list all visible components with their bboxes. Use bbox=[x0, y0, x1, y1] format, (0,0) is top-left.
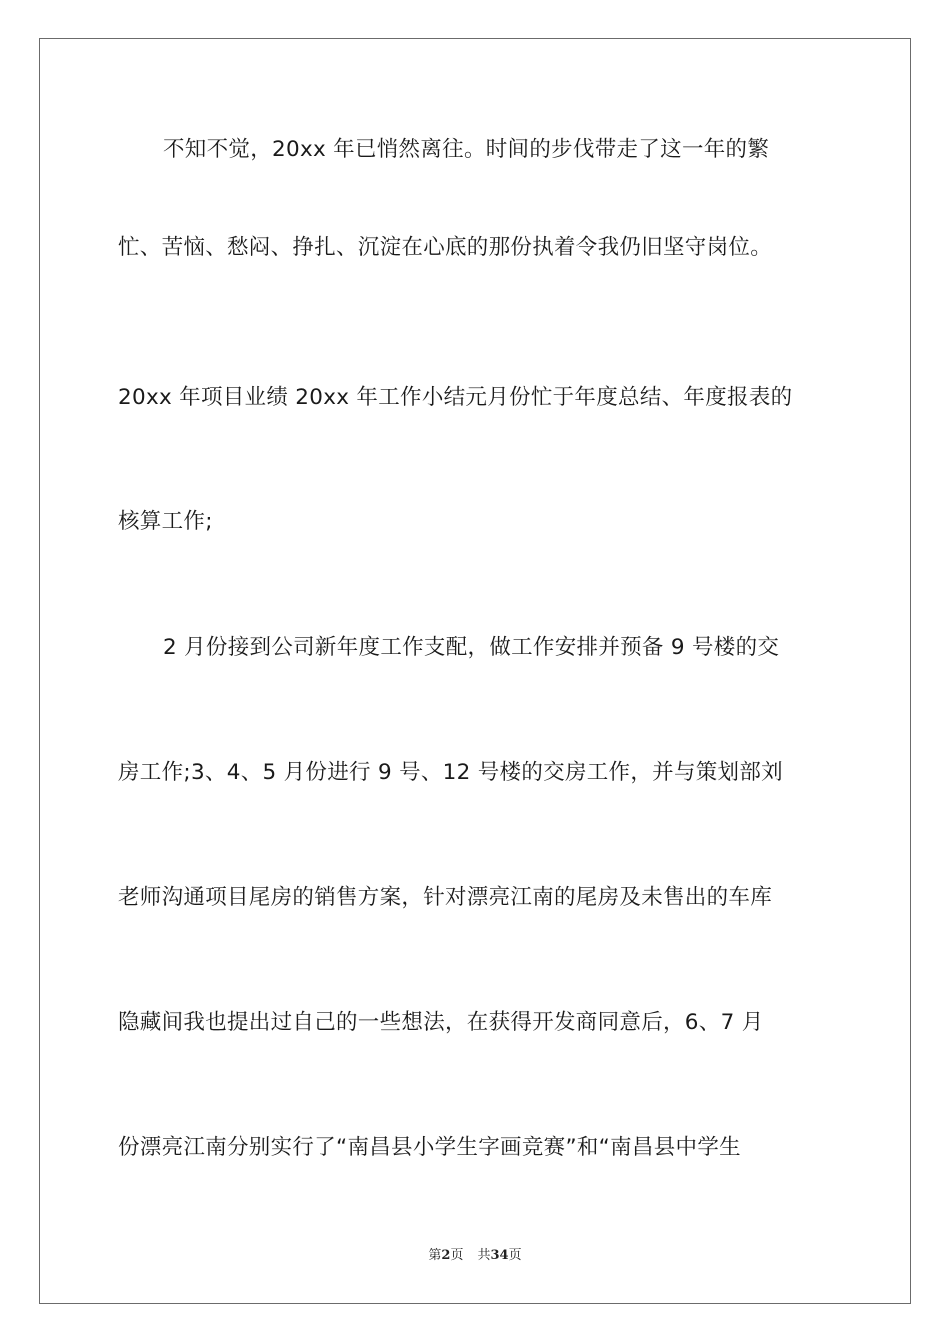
paragraph-line-6: 房工作;3、4、5 月份进行 9 号、12 号楼的交房工作，并与策划部刘 bbox=[118, 760, 783, 785]
total-prefix: 共 bbox=[477, 1248, 491, 1263]
total-suffix: 页 bbox=[508, 1248, 522, 1263]
page-prefix: 第 bbox=[428, 1248, 442, 1263]
paragraph-line-4: 核算工作; bbox=[118, 509, 213, 534]
page-border bbox=[39, 38, 911, 1304]
page-number: 2 bbox=[441, 1248, 451, 1263]
paragraph-line-7: 老师沟通项目尾房的销售方案，针对漂亮江南的尾房及未售出的车库 bbox=[118, 885, 773, 910]
paragraph-line-9: 份漂亮江南分别实行了“南昌县小学生字画竞赛”和“南昌县中学生 bbox=[118, 1135, 741, 1160]
page-suffix: 页 bbox=[450, 1248, 464, 1263]
page-footer bbox=[0, 1248, 950, 1264]
paragraph-line-8: 隐藏间我也提出过自己的一些想法，在获得开发商同意后，6、7 月 bbox=[118, 1010, 764, 1035]
paragraph-line-1: 不知不觉，20xx 年已悄然离往。时间的步伐带走了这一年的繁 bbox=[163, 137, 770, 162]
total-pages: 34 bbox=[490, 1248, 509, 1263]
paragraph-line-3: 20xx 年项目业绩 20xx 年工作小结元月份忙于年度总结、年度报表的 bbox=[118, 385, 793, 410]
paragraph-line-2: 忙、苦恼、愁闷、挣扎、沉淀在心底的那份执着令我仍旧坚守岗位。 bbox=[118, 235, 773, 260]
paragraph-line-5: 2 月份接到公司新年度工作支配，做工作安排并预备 9 号楼的交 bbox=[163, 635, 780, 660]
